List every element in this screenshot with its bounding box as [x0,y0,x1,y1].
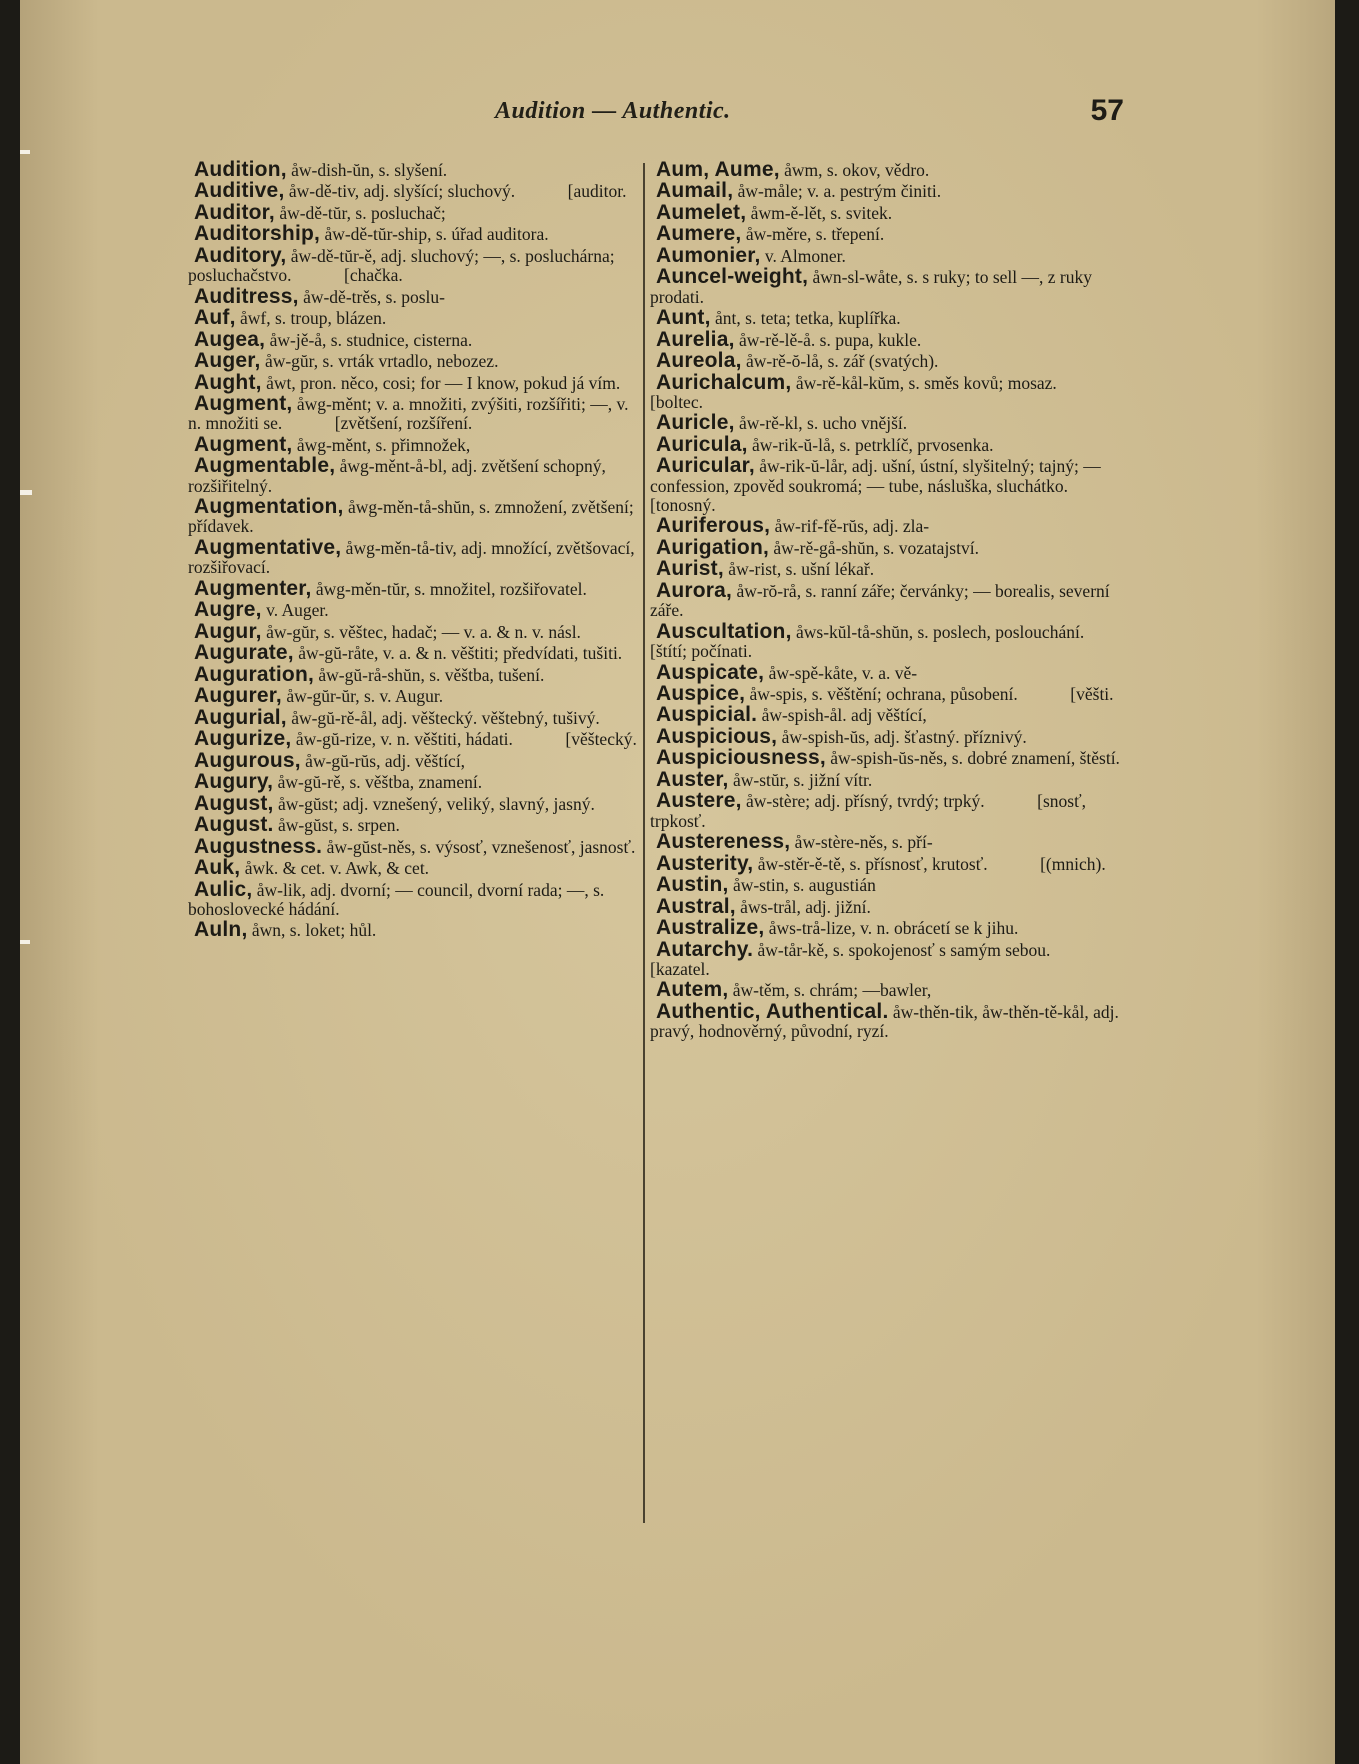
entry-headword: Austere, [656,789,742,813]
entry-headword: Auricle, [656,411,735,435]
dictionary-entry [650,619,1120,662]
entry-definition: åwm-ě-lět, s. svitek. [746,202,893,223]
dictionary-entry [188,815,643,835]
dictionary-entry [650,351,1120,371]
entry-definition: åw-rist, s. ušní lékař. [723,559,875,580]
entry-headword: Augurer, [194,684,282,708]
entry-headword: Auriferous, [656,514,771,538]
entry-definition: åwf, s. troup, blázen. [235,308,387,329]
entry-definition: v. Auger. [261,600,329,621]
entry-definition: åw-rŏ-rå, s. ranní záře; červánky; — borealis, severní záře. [650,580,1115,621]
dictionary-entry [188,729,643,749]
entry-headword: Autarchy. [656,937,754,961]
entry-headword: August, [194,791,274,815]
entry-definition: åw-jě-å, s. studnice, cisterna. [265,329,473,350]
entry-headword: Auditive, [194,179,285,203]
entry-definition: åw-dish-ŭn, s. slyšení. [286,160,448,180]
entry-headword: Auspiciousness, [656,746,826,770]
entry-definition: åw-spish-ŭs-něs, s. dobré znamení, štěstí. [825,748,1120,769]
entry-definition: åw-rě-kål-kŭm, s. směs kovů; mosaz. [boltec. [650,372,1110,412]
entry-definition: åw-stŭr, s. jižní vítr. [728,769,873,790]
dictionary-entry [650,681,1120,705]
dictionary-entry [188,327,643,351]
entry-definition: åw-gŭst, s. srpen. [273,815,400,836]
entry-headword: Auditorship, [194,222,321,246]
entry-definition: åw-rě-gå-shŭn, s. vozatajství. [769,537,979,558]
entry-headword: Augment, [194,392,293,416]
entry-definition: ånt, s. teta; tetka, kuplířka. [710,308,901,329]
entry-definition: åw-lik, adj. dvorní; — council, dvorní rada; —, s. bohoslovecké hádání. [188,879,609,919]
dictionary-entry [188,432,643,456]
entry-definition: åw-těm, s. chrám; —bawler, [728,980,932,1001]
dictionary-entry [650,327,1120,351]
entry-definition: åw-gŭst-něs, s. výsosť, vznešenosť, jasnosť. [322,836,636,857]
entry-definition: åw-måle; v. a. pestrým činiti. [733,181,942,202]
entry-headword: Augea, [194,327,266,351]
dictionary-entry [188,308,643,328]
entry-headword: Aulic, [194,877,253,901]
entry-definition: åwn-sl-wåte, s. s ruky; to sell —, z ruky prodati. [650,267,1097,307]
dictionary-entry [188,858,643,878]
entry-headword: Augurate, [194,641,294,665]
entry-headword: Austral, [656,894,736,918]
entry-definition: åw-gŭst; adj. vznešený, veliký, slavný, jasný. [273,793,595,814]
entry-definition: åw-dě-tiv, adj. slyšící; sluchový. [auditor. [284,181,627,202]
entry-headword: Auspicial. [656,703,758,727]
entry-definition: åw-gŭ-rě-ål, adj. věštecký. věštebný, tušivý. [286,707,600,728]
page-number: 57 [1090,94,1124,127]
entry-definition: åw-gŭr-ŭr, s. v. Augur. [281,686,444,707]
entry-headword: Aureola, [656,349,742,373]
dictionary-entry [650,413,1120,433]
entry-headword: Auditress, [194,284,299,308]
entry-definition: åw-rě-kl, s. ucho vnější. [734,413,908,434]
dictionary-entry [188,224,643,244]
entry-definition: åw-gŭr, s. věštec, hadač; — v. a. & n. v. násl. [261,621,581,642]
entry-definition: åwm, s. okov, vědro. [779,160,930,180]
entry-definition: åw-spis, s. věštění; ochrana, působení. [věšti. [745,683,1114,704]
entry-headword: Aurora, [656,578,733,602]
entry-definition: v. Almoner. [760,245,846,266]
dictionary-entry [650,160,1120,180]
entry-headword: Audition, [194,158,287,181]
edge-mark-3 [20,940,30,944]
entry-definition: åwt, pron. něco, cosi; for — I know, pokud já vím. [261,372,621,393]
entry-definition: åw-spish-ŭs, adj. šťastný. příznivý. [777,726,1027,747]
entry-definition: åw-rik-ŭ-lår, adj. ušní, ústní, slyšitelný; tajný; — confession, zpověd soukromá; — tube, násluška, sluchátko. [tonosný. [650,456,1121,515]
entry-definition: åw-stin, s. augustián [728,875,876,896]
dictionary-entry [188,772,643,792]
edge-mark-2 [20,490,32,495]
entry-headword: Augustness. [194,834,323,858]
dictionary-entry [650,578,1120,621]
dictionary-entry [650,660,1120,684]
dictionary-entry [650,308,1120,328]
dictionary-entry [188,686,643,706]
entry-headword: Auspice, [656,681,746,705]
entry-headword: Auln, [194,918,248,942]
entry-headword: Aumere, [656,222,742,246]
entry-headword: Auditory, [194,243,287,267]
dictionary-entry [650,705,1120,725]
entry-definition: åw-rik-ŭ-lå, s. petrklíč, prvosenka. [747,434,994,455]
dictionary-entry [188,877,643,920]
dictionary-entry [650,980,1120,1000]
entry-definition: åws-trå-lize, v. n. obrácetí se k jihu. [764,918,1019,939]
entry-definition: åwn, s. loket; hůl. [247,920,377,941]
dictionary-entry [650,937,1120,980]
entry-definition: åw-tår-kě, s. spokojenosť s samým sebou. [kazatel. [650,939,1103,979]
entry-definition: åwg-měn-tå-shŭn, s. zmnožení, zvětšení; přídavek. [188,497,639,537]
dictionary-entry [188,662,643,686]
right-column [650,158,1124,1043]
dictionary-entry [650,999,1124,1042]
dictionary-entry [188,351,643,371]
dictionary-entry [188,243,643,286]
dictionary-entry [650,243,1120,267]
entry-headword: Austerity, [656,851,754,875]
entry-definition: åw-rě-lě-å. s. pupa, kukle. [734,329,922,350]
entry-headword: Augur, [194,619,262,643]
entry-headword: Augment, [194,432,293,456]
entry-headword: Auster, [656,767,729,791]
entry-headword: Auk, [194,856,241,880]
entry-headword: Aunt, [656,306,711,330]
entry-definition: åw-gŭ-rŭs, adj. věštící, [300,750,466,771]
entry-definition: åw-rě-ŏ-lå, s. zář (svatých). [741,351,939,372]
entry-definition: åwg-měnt; v. a. množiti, zvýšiti, rozšířiti; —, v. n. množiti se. [zvětšení, rozšíření. [188,394,633,434]
entry-headword: Augurial, [194,705,287,729]
entry-headword: Authentic, Authentical. [656,999,889,1023]
entry-headword: Augmentable, [194,454,336,478]
entry-headword: Aumelet, [656,200,747,224]
dictionary-entry [650,894,1120,918]
dictionary-entry [188,619,643,643]
dictionary-entry [188,791,643,815]
dictionary-entry [650,851,1120,875]
entry-headword: Augurous, [194,748,301,772]
dictionary-entry [188,370,643,394]
dictionary-entry [650,767,1120,791]
entry-headword: Aurist, [656,557,724,581]
entry-definition: åws-kŭl-tå-shŭn, s. poslech, poslouchání. [štítí; počínati. [650,621,1098,662]
dictionary-entry [650,875,1120,895]
entry-definition: åw-stère-něs, s. pří- [790,832,933,853]
entry-definition: åw-gŭr, s. vrták vrtadlo, nebozez. [260,351,499,372]
entry-headword: Auncel-weight, [656,265,809,289]
entry-headword: Austereness, [656,830,791,854]
dictionary-entry [188,200,643,224]
dictionary-entry [188,705,643,729]
entry-headword: Auguration, [194,662,315,686]
entry-definition: åw-měre, s. třepení. [741,224,885,245]
entry-headword: Auricular, [656,454,755,478]
entry-definition: åw-thěn-tik, åw-thěn-tě-kål, adj. pravý, hodnověrný, původní, ryzí. [650,1001,1124,1042]
entry-definition: åw-gŭ-råte, v. a. & n. věštiti; předvídati, tušiti. [293,643,623,664]
entry-definition: åw-rif-fě-rŭs, adj. zla- [770,516,930,537]
dictionary-entry [188,576,643,600]
entry-definition: åw-stěr-ě-tě, s. přísnosť, krutosť. [(mnich). [753,853,1106,874]
dictionary-entry [650,432,1120,456]
dictionary-entry [650,559,1120,579]
entry-definition: åw-dě-tŭr-ě, adj. sluchový; —, s. posluchárna; posluchačstvo. [chačka. [188,245,619,286]
entry-headword: Augre, [194,598,262,622]
entry-definition: åwg-měn-tå-tiv, adj. množící, zvětšovací, rozšiřovací. [188,537,640,578]
entry-headword: Aumonier, [656,243,761,267]
dictionary-entry [650,516,1120,536]
dictionary-entry [188,748,643,772]
entry-definition: åwg-měn-tŭr, s. množitel, rozšiřovatel. [311,578,587,599]
entry-headword: Auscultation, [656,619,792,643]
dictionary-entry [650,918,1120,938]
entry-definition: åw-stère; adj. přísný, tvrdý; trpký. [snosť, trpkosť. [650,791,1091,831]
entry-headword: Aumail, [656,179,734,203]
dictionary-entry [188,834,643,858]
entry-definition: åwk. & cet. v. Awk, & cet. [240,858,430,879]
entry-headword: Aum, Aume, [656,158,780,181]
entry-definition: åw-dě-trěs, s. poslu- [298,286,445,307]
entry-headword: Austin, [656,873,729,897]
entry-definition: åw-gŭ-rě, s. věštba, znamení. [273,772,483,793]
dictionary-entry [650,832,1120,852]
entry-definition: åw-gŭ-rize, v. n. věštiti, hádati. [věštecký. [291,729,637,750]
dictionary-entry [650,724,1120,748]
entry-headword: Augmentative, [194,535,342,559]
entry-definition: åw-spish-ål. adj věštící, [757,705,927,726]
dictionary-entry [188,497,643,537]
entry-definition: åw-dě-tŭr-ship, s. úřad auditora. [320,224,549,245]
dictionary-entry [650,200,1120,224]
dictionary-entry [188,920,643,940]
entry-headword: Auf, [194,306,236,330]
dictionary-entry [650,535,1120,559]
dictionary-entry [650,370,1120,413]
dictionary-entry [188,535,643,578]
dictionary-entry [650,181,1120,201]
entry-headword: Augury, [194,770,274,794]
edge-mark-1 [20,150,30,154]
left-column [188,160,643,942]
running-head: Audition — Authentic. [495,98,731,124]
entry-headword: Auspicious, [656,724,778,748]
entry-headword: Augurize, [194,727,292,751]
entry-definition: åwg-měnt, s. přimnožek, [292,434,471,455]
entry-definition: åwg-měnt-å-bl, adj. zvětšení schopný, rozšiřitelný. [188,456,611,496]
entry-headword: Augmentation, [194,495,344,519]
dictionary-entry [188,181,643,201]
entry-headword: Aurelia, [656,327,735,351]
entry-headword: Aurigation, [656,535,770,559]
entry-headword: Autem, [656,978,729,1002]
entry-headword: Aught, [194,370,262,394]
page-header [0,94,1359,128]
entry-definition: åw-gŭ-rå-shŭn, s. věštba, tušení. [314,664,545,685]
dictionary-entry [188,284,643,308]
dictionary-entry [188,160,643,180]
entry-headword: Aurichalcum, [656,370,792,394]
entry-headword: Auspicate, [656,660,765,684]
entry-headword: Australize, [656,916,765,940]
dictionary-entry [650,267,1120,307]
entry-headword: August. [194,813,274,837]
dictionary-entry [650,456,1120,515]
entry-headword: Auditor, [194,200,275,224]
dictionary-entry [188,600,643,620]
dictionary-entry [650,748,1120,768]
entry-definition: åw-dě-tŭr, s. posluchač; [274,202,446,223]
dictionary-entry [650,791,1120,831]
dictionary-entry [650,224,1120,244]
dictionary-entry [188,643,643,663]
column-divider [643,163,645,1523]
dictionary-entry [188,456,643,496]
entry-headword: Auricula, [656,432,748,456]
entry-definition: åw-spě-kåte, v. a. vě- [764,662,918,683]
entry-headword: Augmenter, [194,576,312,600]
entry-headword: Auger, [194,349,261,373]
dictionary-entry [188,394,643,434]
entry-definition: åws-trål, adj. jižní. [735,896,871,917]
